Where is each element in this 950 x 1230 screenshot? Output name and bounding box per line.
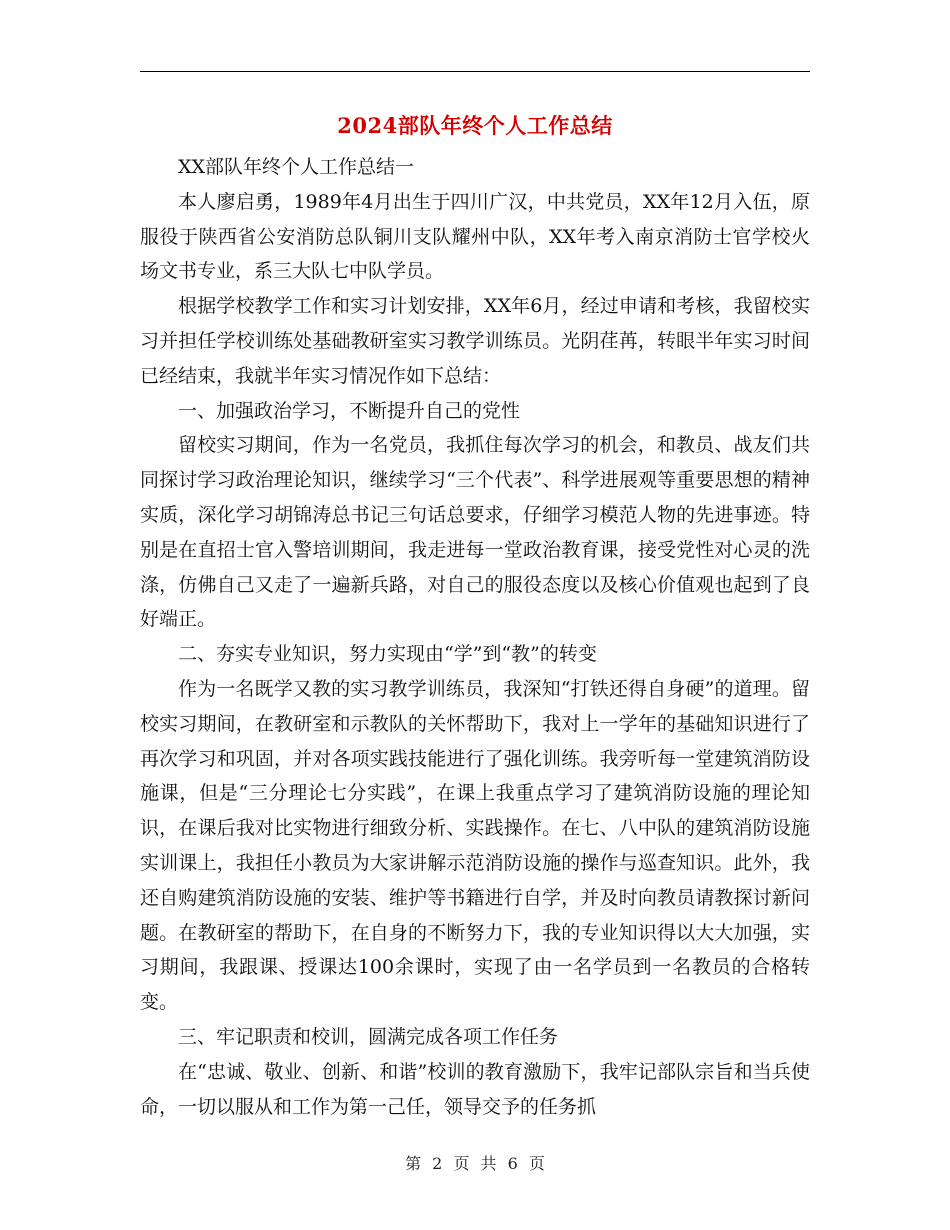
paragraph-background: 根据学校教学工作和实习计划安排，XX年6月，经过申请和考核，我留校实习并担任学校训练处基础教研室实习教学训练员。光阴荏苒，转眼半年实习时间已经结束，我就半年实习情况作如下总结： [140,295,810,387]
paragraph-intro: 本人廖启勇，1989年4月出生于四川广汉，中共党员，XX年12月入伍，原服役于陕西省公安消防总队铜川支队耀州中队，XX年考入南京消防士官学校火场文书专业，系三大队七中队学员。 [140,190,810,283]
paragraph-duties: 在“忠诚、敬业、创新、和谐”校训的教育激励下，我牢记部队宗旨和当兵使命，一切以服从和工作为第一己任，领导交予的任务抓 [140,1060,810,1118]
page-footer: 第 2 页 共 6 页 [405,1154,545,1173]
section-subtitle: XX部队年终个人工作总结一 [178,156,415,178]
document-body [140,150,810,1124]
paragraph-professional-knowledge: 作为一名既学又教的实习教学训练员，我深知“打铁还得自身硬”的道理。留校实习期间，在教研室和示教队的关怀帮助下，我对上一学年的基础知识进行了再次学习和巩固，并对各项实践技能进行了强化训练。我旁听每一堂建筑消防设施课，但是“三分理论七分实践”，在课上我重点学习了建筑消防设施的理论知识，在课后我对比实物进行细致分析、实践操作。在七、八中队的建筑消防设施实训课上，我担任小教员为大家讲解示范消防设施的操作与巡查知识。此外，我还自购建筑消防设施的安装、维护等书籍进行自学，并及时向教员请教探讨新问题。在教研室的帮助下，在自身的不断努力下，我的专业知识得以大大加强，实习期间，我跟课、授课达100余课时，实现了由一名学员到一名教员的合格转变。 [140,677,810,1014]
header-rule [140,71,810,72]
section-heading-1: 一、加强政治学习，不断提升自己的党性 [178,399,521,422]
paragraph-political-study: 留校实习期间，作为一名党员，我抓住每次学习的机会，和教员、战友们共同探讨学习政治理论知识，继续学习“三个代表”、科学进展观等重要思想的精神实质，深化学习胡锦涛总书记三句话总要求，仔细学习模范人物的先进事迹。特别是在直招士官入警培训期间，我走进每一堂政治教育课，接受党性对心灵的洗涤，仿佛自己又走了一遍新兵路，对自己的服役态度以及核心价值观也起到了良好端正。 [140,434,810,631]
document-title: 2024部队年终个人工作总结 [337,113,613,138]
section-heading-3: 三、牢记职责和校训，圆满完成各项工作任务 [178,1025,559,1048]
section-heading-2: 二、夯实专业知识，努力实现由“学”到“教”的转变 [178,643,597,666]
